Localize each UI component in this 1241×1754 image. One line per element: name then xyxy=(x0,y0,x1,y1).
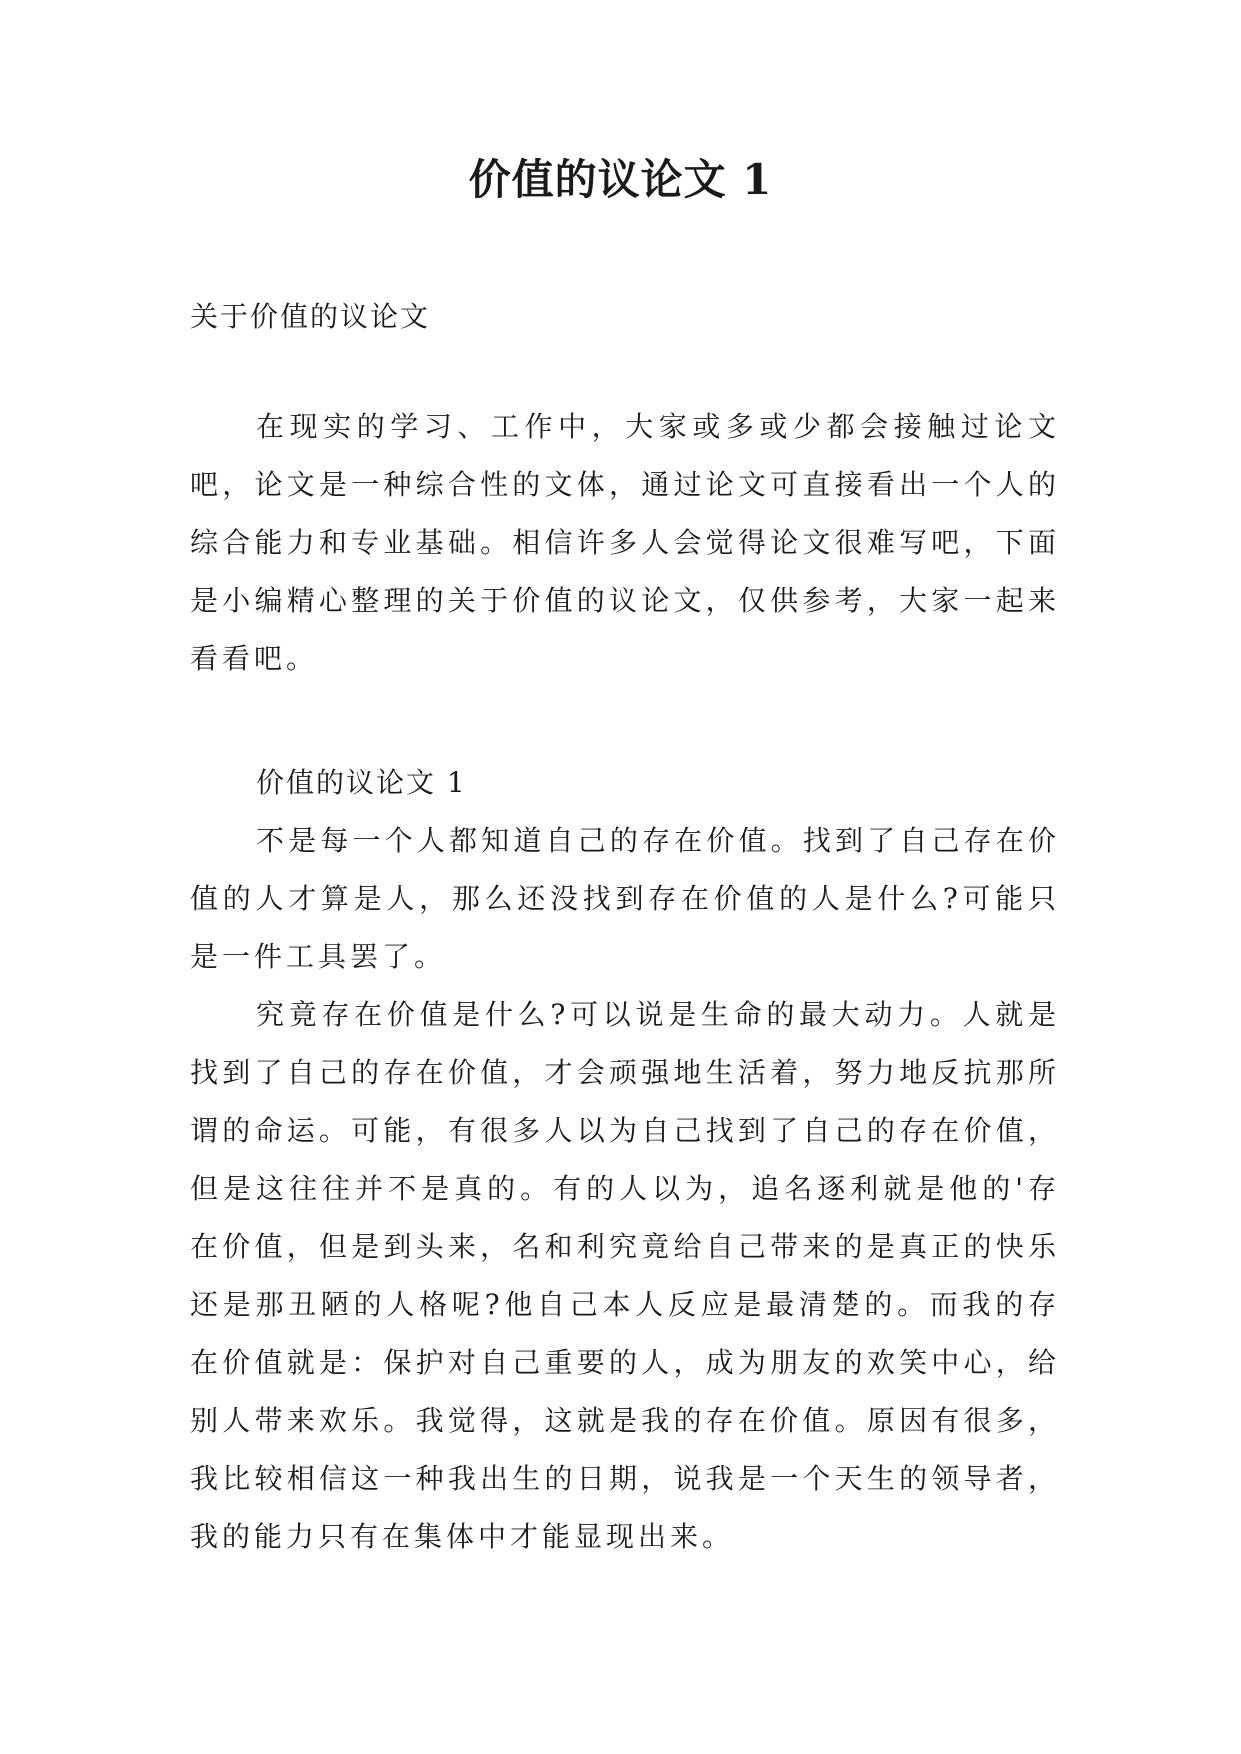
section-heading: 价值的议论文 1 xyxy=(256,766,467,799)
intro-paragraph: 在现实的学习、工作中，大家或多或少都会接触过论文吧，论文是一种综合性的文体，通过论文可直接看出一个人的综合能力和专业基础。相信许多人会觉得论文很难写吧，下面是小编精心整理的关于价值的议论文，仅供参考，大家一起来看看吧。 xyxy=(190,410,1060,675)
body-paragraph-2: 究竟存在价值是什么?可以说是生命的最大动力。人就是找到了自己的存在价值，才会顽强地生活着，努力地反抗那所谓的命运。可能，有很多人以为自己找到了自己的存在价值，但是这往往并不是真的。有的人以为，追名逐利就是他的'存在价值，但是到头来，名和利究竟给自己带来的是真正的快乐还是那丑陋的人格呢?他自己本人反应是最清楚的。而我的存在价值就是：保护对自己重要的人，成为朋友的欢笑中心，给别人带来欢乐。我觉得，这就是我的存在价值。原因有很多，我比较相信这一种我出生的日期，说我是一个天生的领导者，我的能力只有在集体中才能显现出来。 xyxy=(190,998,1060,1553)
document-title: 价值的议论文 1 xyxy=(468,155,773,204)
document-subtitle: 关于价值的议论文 xyxy=(190,300,431,333)
body-paragraph-1: 不是每一个人都知道自己的存在价值。找到了自己存在价值的人才算是人，那么还没找到存在价值的人是什么?可能只是一件工具罢了。 xyxy=(190,824,1060,973)
